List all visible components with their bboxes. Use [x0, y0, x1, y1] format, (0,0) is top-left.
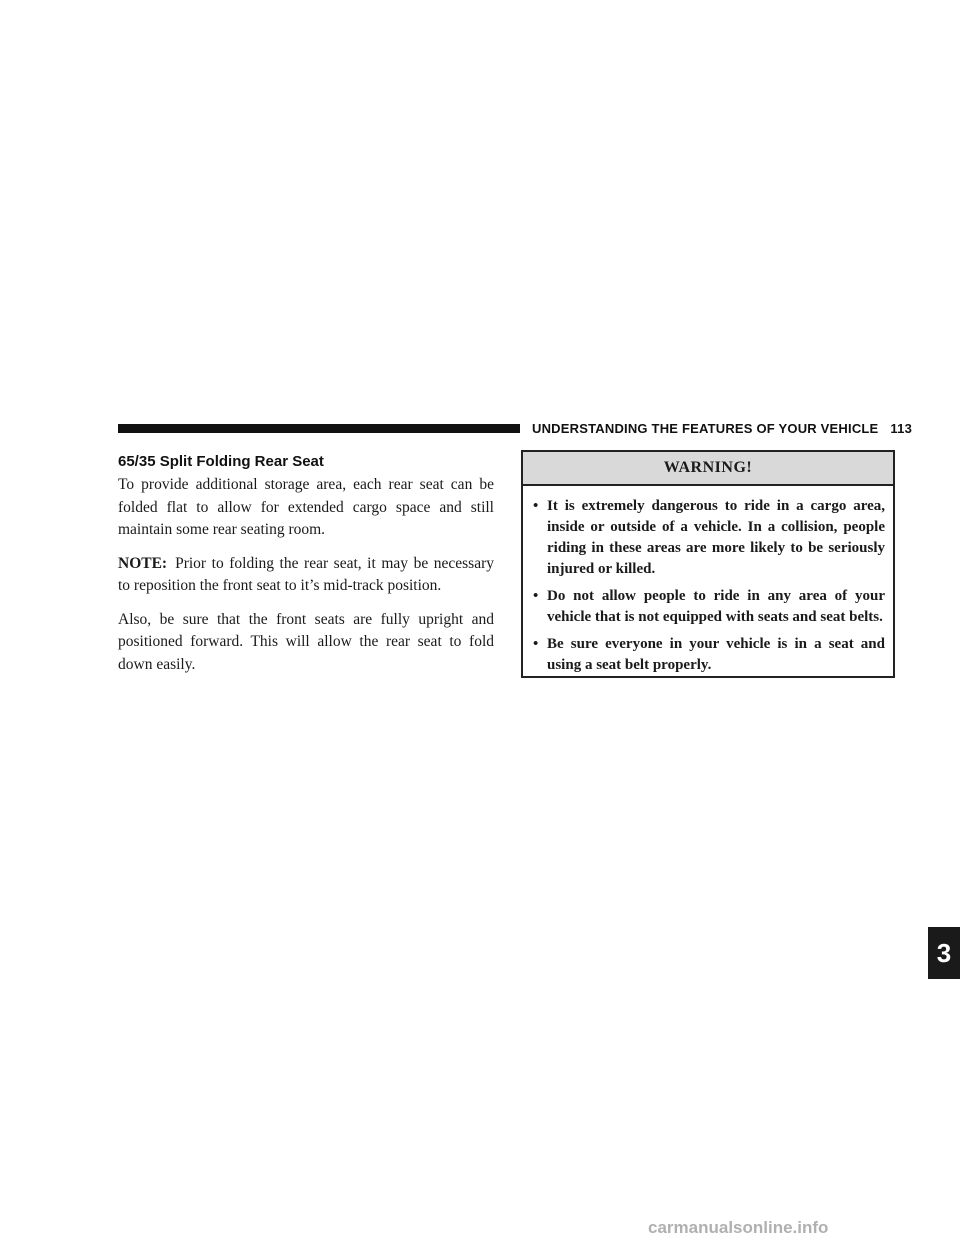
warning-item [533, 496, 885, 580]
note-label: NOTE: [118, 554, 168, 572]
intro-paragraph: To provide additional storage area, each rear seat can be folded flat to allow for extended cargo space and still maintain some rear seating room. [118, 476, 494, 538]
warning-item-text: It is extremely dangerous to ride in a cargo area, inside or outside of a vehicle. In a collision, people riding in these areas are more likely to be seriously injured or killed. [547, 498, 885, 577]
warning-box [521, 450, 895, 678]
note-text: Prior to folding the rear seat, it may be necessary to reposition the front seat to it’s mid-track position. [118, 554, 494, 594]
warning-item [533, 634, 885, 676]
chapter-tab: 3 [928, 927, 960, 979]
running-header [532, 421, 912, 436]
bullet-icon: • [533, 588, 539, 604]
warning-list [523, 486, 893, 676]
warning-item-text: Be sure everyone in your vehicle is in a seat and using a seat belt properly. [547, 636, 885, 673]
followup-paragraph: Also, be sure that the front seats are fully upright and positioned forward. This will allow the rear seat to fold down easily. [118, 610, 494, 673]
running-title: UNDERSTANDING THE FEATURES OF YOUR VEHICLE [532, 421, 879, 436]
bullet-icon: • [533, 498, 539, 514]
note-paragraph [118, 553, 494, 598]
page-number: 113 [890, 421, 912, 436]
warning-title: WARNING! [523, 452, 893, 486]
header-rule [118, 424, 520, 433]
main-column [118, 452, 494, 687]
warning-item-text: Do not allow people to ride in any area of your vehicle that is not equipped with seats and seat belts. [547, 588, 885, 625]
bullet-icon: • [533, 636, 539, 652]
watermark: carmanualsonline.info [648, 1218, 829, 1237]
section-title: 65/35 Split Folding Rear Seat [118, 453, 324, 470]
warning-item [533, 586, 885, 628]
